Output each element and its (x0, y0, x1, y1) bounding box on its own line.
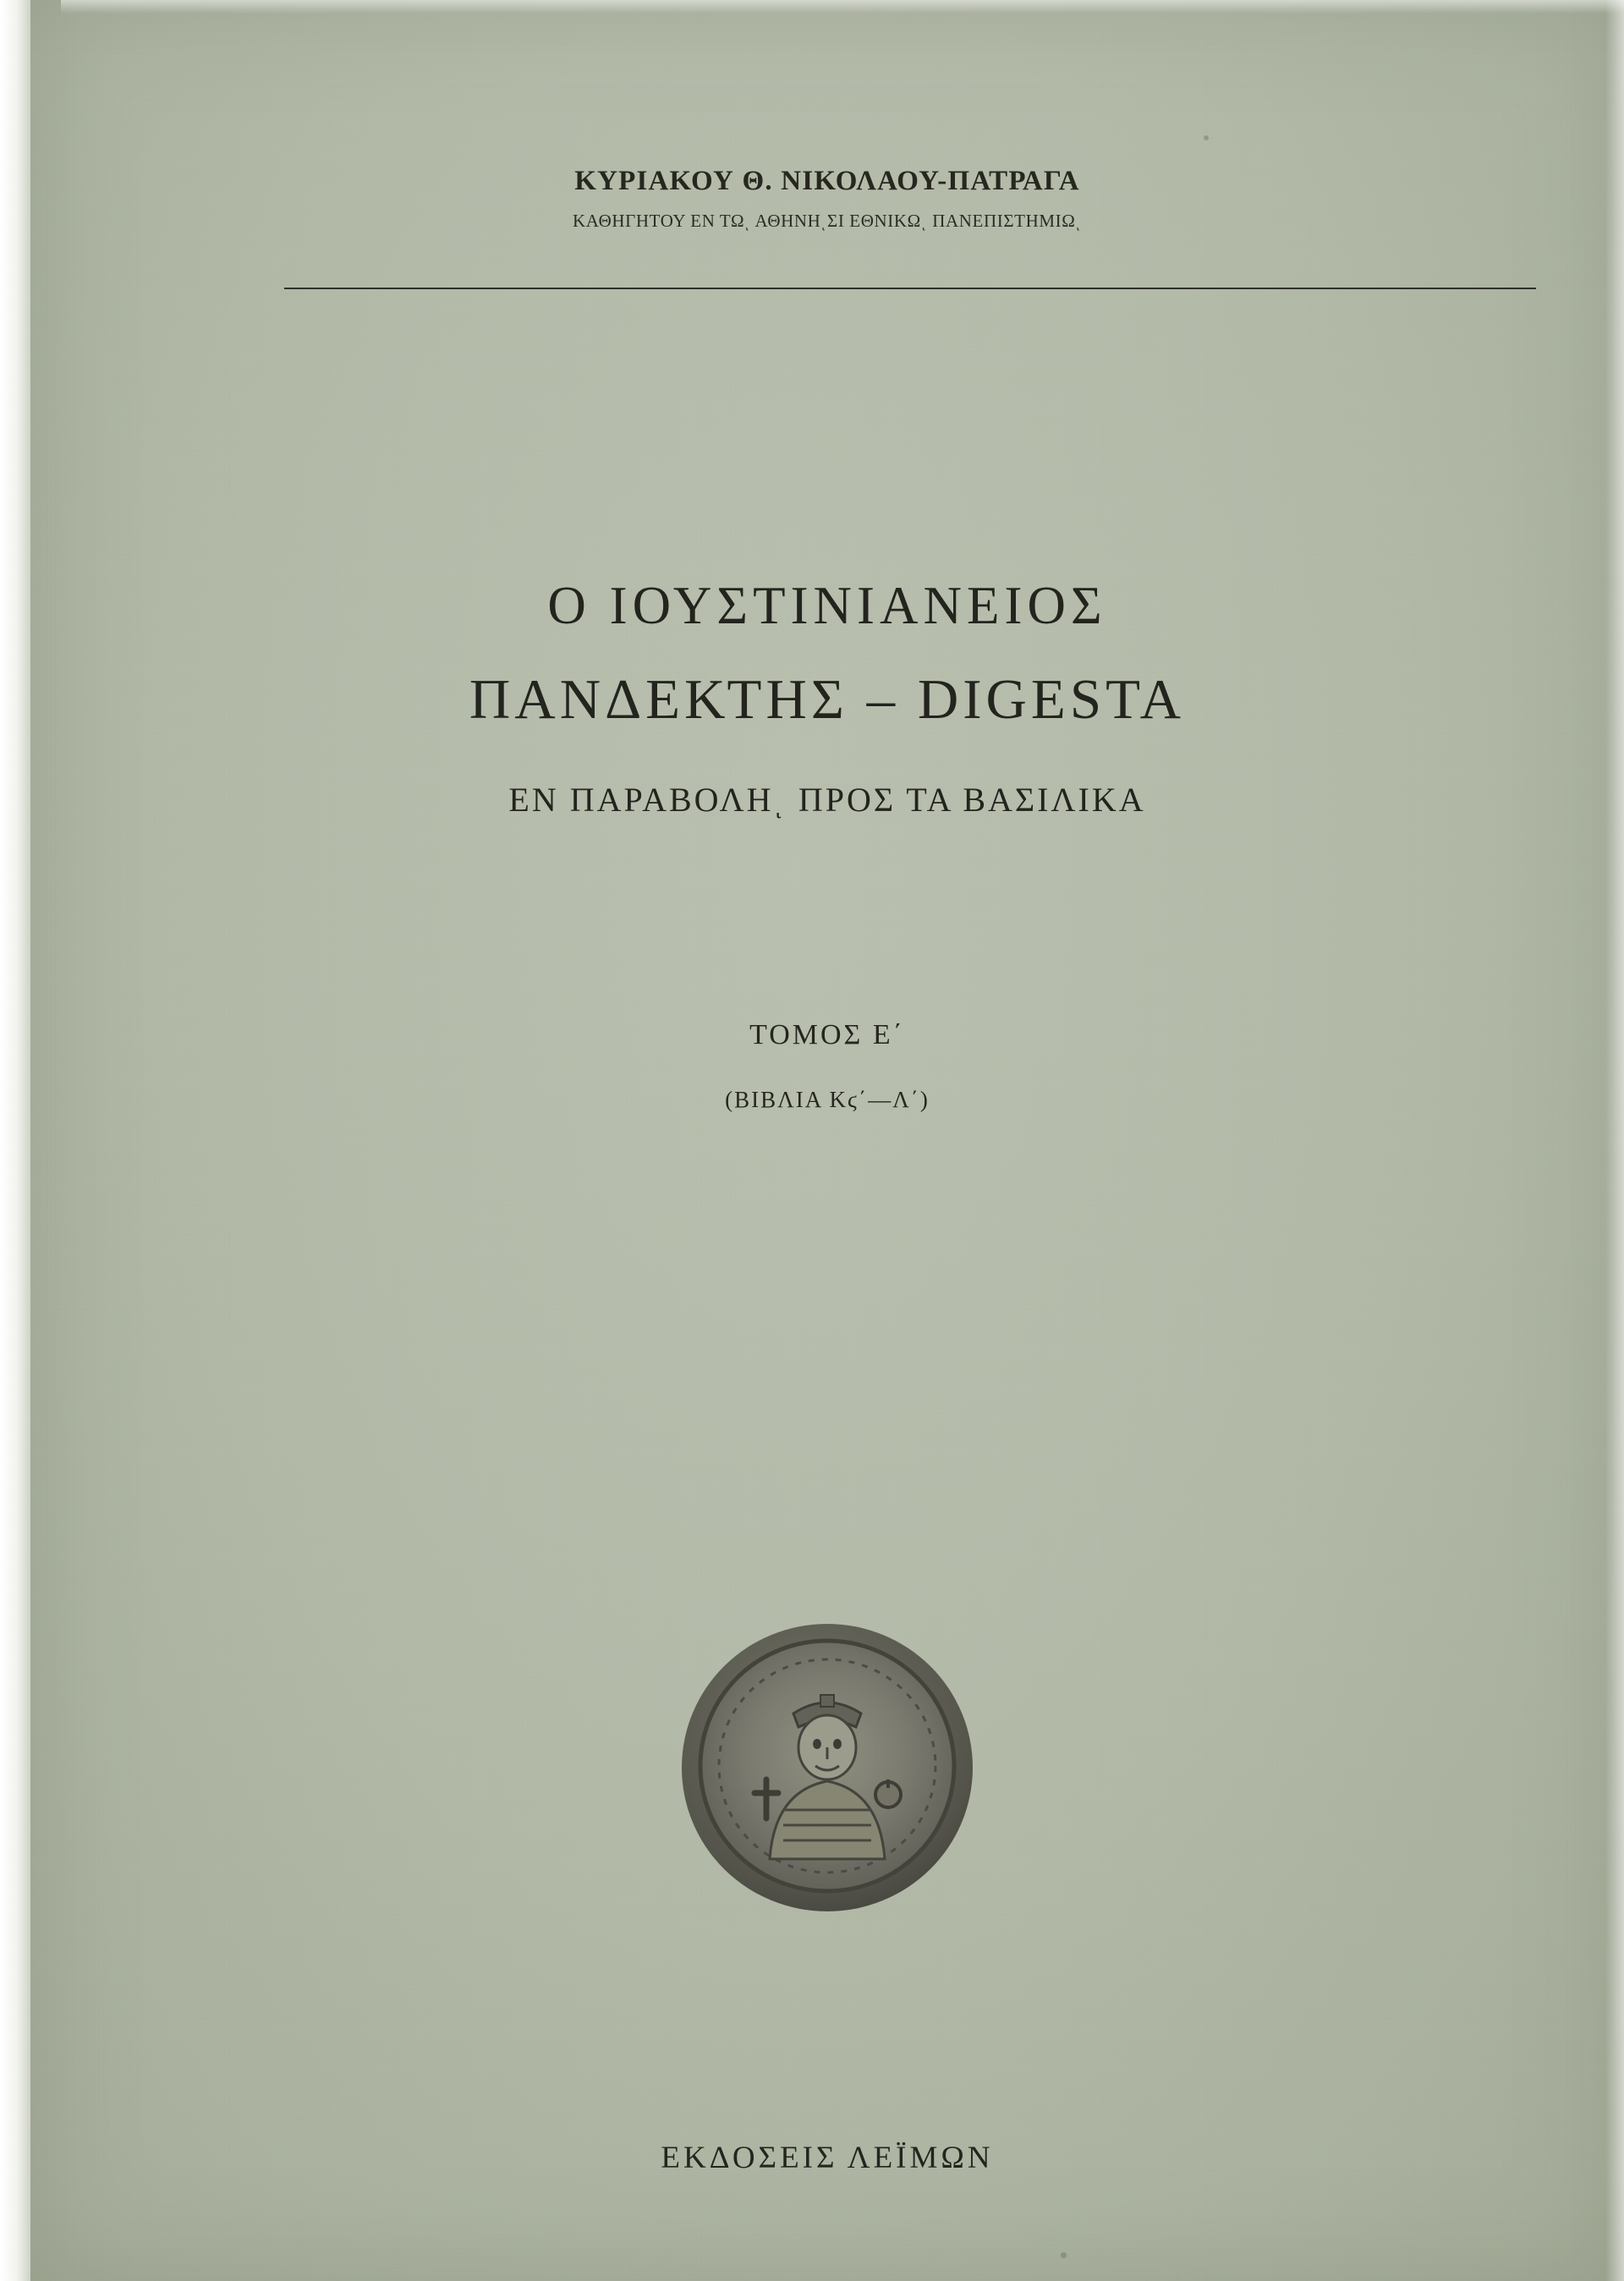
volume-books-range: (ΒΙΒΛΙΑ Κϛ΄—Λ΄) (725, 1087, 930, 1112)
book-cover (30, 0, 1624, 2281)
author-name: ΚΥΡΙΑΚΟΥ Θ. ΝΙΚΟΛΑΟΥ-ΠΑΤΡΑΓΑ (574, 166, 1080, 196)
cover-blemish (1204, 135, 1209, 140)
author-block (30, 166, 1624, 232)
header-divider-rule (284, 288, 1536, 289)
volume-label: ΤΟΜΟΣ Ε΄ (749, 1019, 905, 1050)
author-affiliation: ΚΑΘΗΓΗΤΟΥ ΕΝ ΤΩͺ ΑΘΗΝΗͺΣΙ ΕΘΝΙΚΩͺ ΠΑΝΕΠΙΣΤΗΜΙΩͺ (572, 211, 1083, 231)
publisher-name: ΕΚΔΟΣΕΙΣ ΛΕΪΜΩΝ (661, 2141, 994, 2175)
book-subtitle: ΕΝ ΠΑΡΑΒΟΛΗͺ ΠΡΟΣ ΤΑ ΒΑΣΙΛΙΚΑ (508, 781, 1146, 819)
book-title-line-1: Ο ΙΟΥΣΤΙΝΙΑΝΕΙΟΣ (547, 576, 1107, 635)
cover-blemish (1061, 2252, 1067, 2258)
book-title-line-2: ΠΑΝΔΕΚΤΗΣ – DIGESTA (469, 668, 1186, 731)
cover-right-highlight (1605, 0, 1624, 2281)
volume-block (30, 1019, 1624, 1113)
cover-left-edge (0, 0, 30, 2281)
title-block (30, 575, 1624, 820)
cover-top-highlight (61, 0, 1624, 14)
paper-grain-texture (30, 0, 1624, 2281)
byzantine-seal-icon (675, 1614, 979, 1918)
